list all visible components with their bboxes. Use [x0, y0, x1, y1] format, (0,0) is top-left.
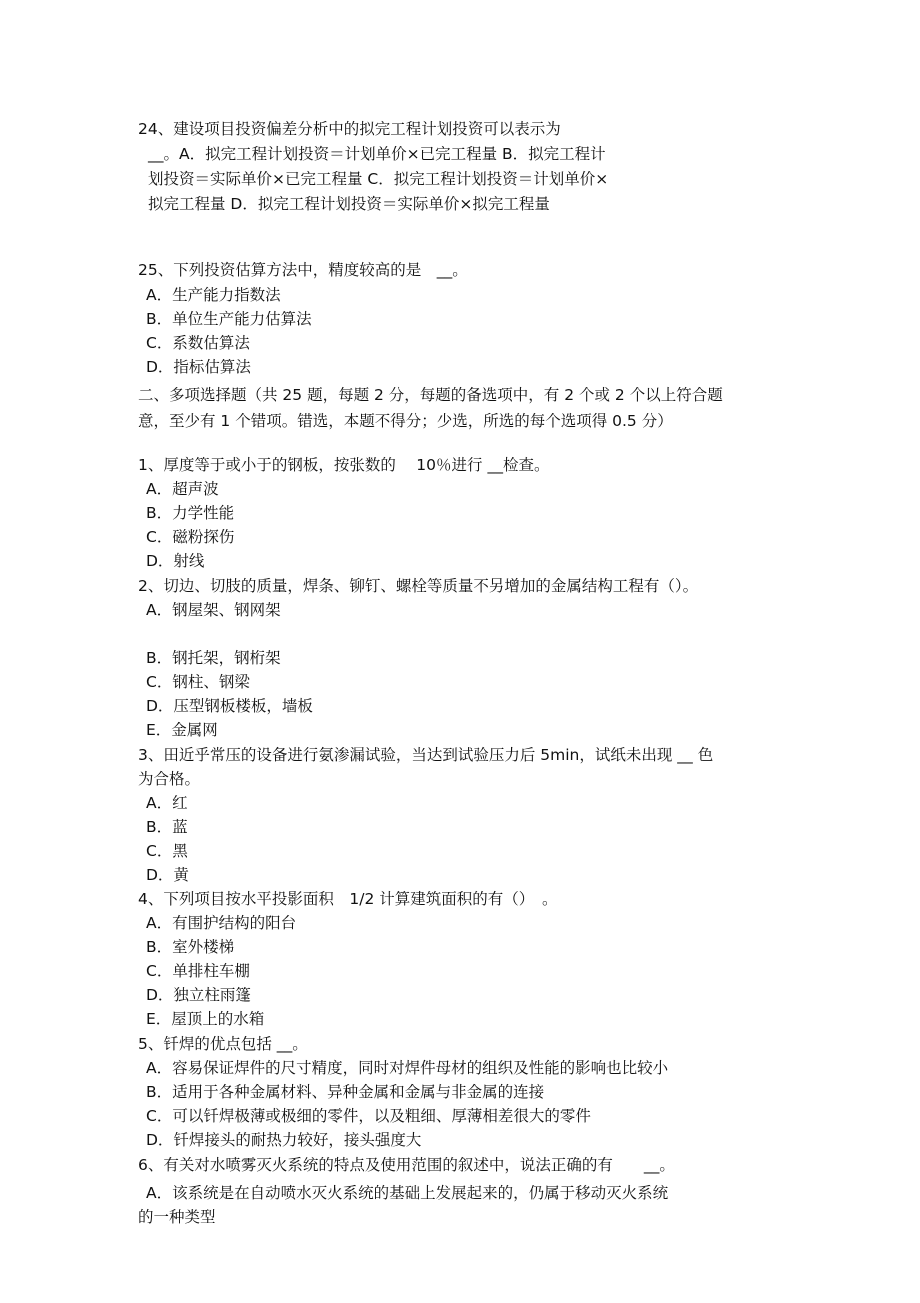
mq5-stem: 5、钎焊的优点包括 __。 [138, 1035, 308, 1053]
mq3-stem-line2: 为合格。 [138, 770, 201, 788]
q25-stem: 25、下列投资估算方法中，精度较高的是 __。 [138, 261, 468, 279]
mq6-stem: 6、有关对水喷雾灭火系统的特点及使用范围的叙述中，说法正确的有 __。 [138, 1156, 675, 1174]
section2-heading-line1: 二、多项选择题（共 25 题，每题 2 分，每题的备选项中，有 2 个或 2 个以上符合题 [138, 386, 723, 404]
q25-option-b: B．单位生产能力估算法 [146, 310, 312, 328]
mq3-option-c: C．黑 [146, 842, 188, 860]
q24-stem-line2: __。A．拟完工程计划投资＝计划单价×已完工程量 B．拟完工程计 [148, 145, 606, 163]
q25-option-c: C．系数估算法 [146, 334, 250, 352]
mq3-stem-line1: 3、田近乎常压的设备进行氨渗漏试验，当达到试验压力后 5min，试纸未出现 __ 色 [138, 746, 714, 764]
mq3-option-b: B．蓝 [146, 818, 188, 836]
q24-stem-line4: 拟完工程量 D．拟完工程计划投资＝实际单价×拟完工程量 [148, 195, 550, 213]
mq4-option-b: B．室外楼梯 [146, 938, 235, 956]
section2-heading-line2: 意，至少有 1 个错项。错选，本题不得分；少选，所选的每个选项得 0.5 分） [138, 412, 673, 430]
mq3-option-d: D．黄 [146, 866, 189, 884]
mq1-option-a: A．超声波 [146, 480, 219, 498]
q24-stem-line3: 划投资＝实际单价×已完工程量 C．拟完工程计划投资＝计划单价× [148, 170, 609, 188]
mq6-option-a-line2: 的一种类型 [138, 1208, 216, 1226]
mq4-option-a: A．有围护结构的阳台 [146, 914, 297, 932]
mq1-option-b: B．力学性能 [146, 504, 235, 522]
mq2-option-b: B．钢托架，钢桁架 [146, 649, 281, 667]
mq5-option-b: B．适用于各种金属材料、异种金属和金属与非金属的连接 [146, 1083, 545, 1101]
q24-stem-line1: 24、建设项目投资偏差分析中的拟完工程计划投资可以表示为 [138, 120, 561, 138]
mq4-option-d: D．独立柱雨篷 [146, 986, 251, 1004]
mq2-option-a: A．钢屋架、钢网架 [146, 601, 281, 619]
mq1-option-c: C．磁粉探伤 [146, 528, 235, 546]
mq4-option-e: E．屋顶上的水箱 [146, 1010, 265, 1028]
mq2-stem: 2、切边、切肢的质量，焊条、铆钉、螺栓等质量不另增加的金属结构工程有（）。 [138, 577, 699, 595]
mq5-option-a: A．容易保证焊件的尺寸精度，同时对焊件母材的组织及性能的影响也比较小 [146, 1059, 669, 1077]
mq6-option-a-line1: A．该系统是在自动喷水灭火系统的基础上发展起来的，仍属于移动灭火系统 [146, 1184, 669, 1202]
mq2-option-e: E．金属网 [146, 721, 218, 739]
mq2-option-c: C．钢柱、钢梁 [146, 673, 250, 691]
mq5-option-c: C．可以钎焊极薄或极细的零件，以及粗细、厚薄相差很大的零件 [146, 1107, 591, 1125]
mq3-option-a: A．红 [146, 794, 188, 812]
mq4-stem: 4、下列项目按水平投影面积 1/2 计算建筑面积的有（） 。 [138, 890, 558, 908]
mq1-option-d: D．射线 [146, 552, 205, 570]
q25-option-a: A．生产能力指数法 [146, 286, 281, 304]
q25-option-d: D．指标估算法 [146, 358, 251, 376]
mq4-option-c: C．单排柱车棚 [146, 962, 250, 980]
mq5-option-d: D．钎焊接头的耐热力较好，接头强度大 [146, 1131, 422, 1149]
mq2-option-d: D．压型钢板楼板，墙板 [146, 697, 313, 715]
mq1-stem: 1、厚度等于或小于的钢板，按张数的 10％进行 __检查。 [138, 456, 550, 474]
